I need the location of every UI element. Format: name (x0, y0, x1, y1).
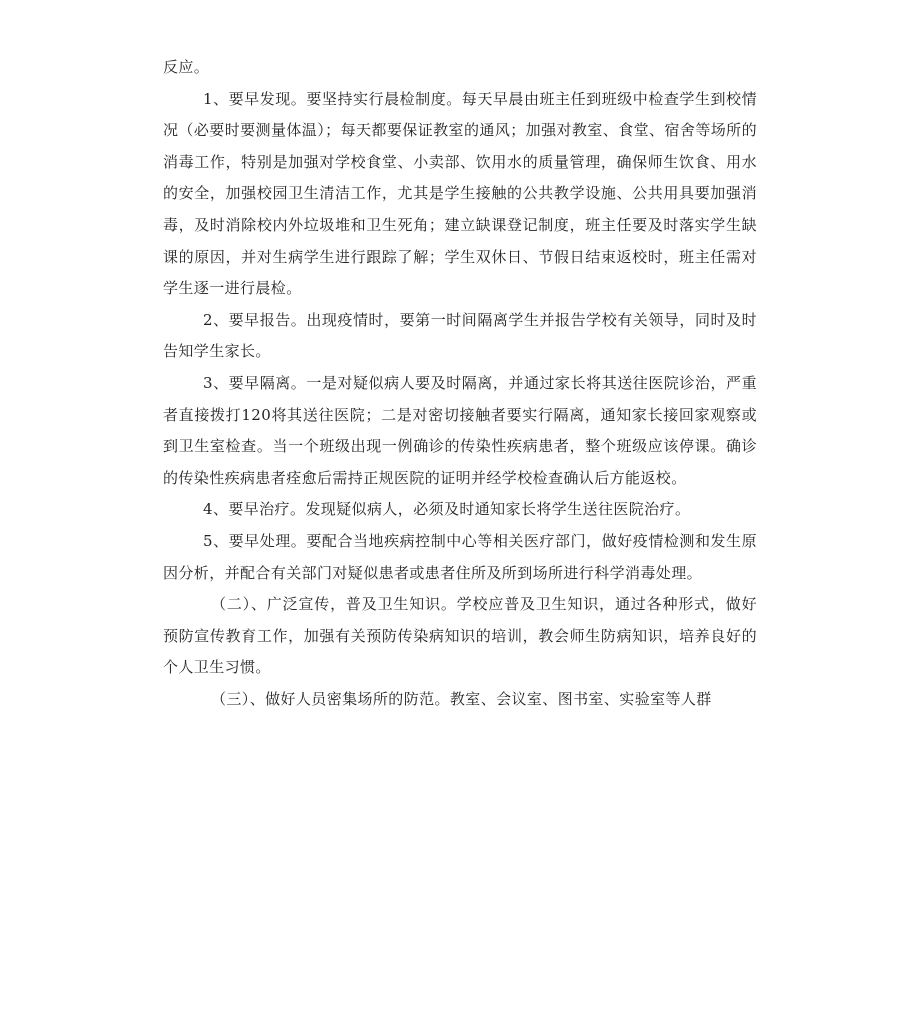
paragraph-publicity: （二）、广泛宣传，普及卫生知识。学校应普及卫生知识，通过各种形式，做好预防宣传教育工作，加强有关预防传染病知识的培训，教会师生防病知识，培养良好的个人卫生习惯。 (163, 595, 757, 677)
paragraph-continuation: 反应。 (163, 58, 210, 76)
paragraph-early-isolation: 3、要早隔离。一是对疑似病人要及时隔离，并通过家长将其送往医院诊治，严重者直接拨打120将其送往医院；二是对密切接触者要实行隔离，通知家长接回家观察或到卫生室检查。当一个班级出现一例确诊的传染性疾病患者，整个班级应该停课。确诊的传染性疾病患者痊愈后需持正规医院的证明并经学校检查确认后方能返校。 (163, 373, 757, 487)
paragraph-crowded-places: （三）、做好人员密集场所的防范。教室、会议室、图书室、实验室等人群 (211, 689, 712, 708)
paragraph-early-report: 2、要早报告。出现疫情时，要第一时间隔离学生并报告学校有关领导，同时及时告知学生家长。 (163, 310, 757, 361)
paragraph-early-detection: 1、要早发现。要坚持实行晨检制度。每天早晨由班主任到班级中检查学生到校情况（必要时要测量体温）；每天都要保证教室的通风；加强对教室、食堂、宿舍等场所的消毒工作，特别是加强对学校食堂、小卖部、饮用水的质量管理，确保师生饮食、用水的安全，加强校园卫生清洁工作，尤其是学生接触的公共教学设施、公共用具要加强消毒，及时消除校内外垃圾堆和卫生死角；建立缺课登记制度，班主任要及时落实学生缺课的原因，并对生病学生进行跟踪了解；学生双休日、节假日结束返校时，班主任需对学生逐一进行晨检。 (163, 89, 757, 298)
document-body (163, 52, 757, 715)
paragraph-early-handling: 5、要早处理。要配合当地疾病控制中心等相关医疗部门，做好疫情检测和发生原因分析，并配合有关部门对疑似患者或患者住所及所到场所进行科学消毒处理。 (163, 531, 757, 582)
paragraph-early-treatment: 4、要早治疗。发现疑似病人，必须及时通知家长将学生送往医院治疗。 (203, 500, 691, 519)
